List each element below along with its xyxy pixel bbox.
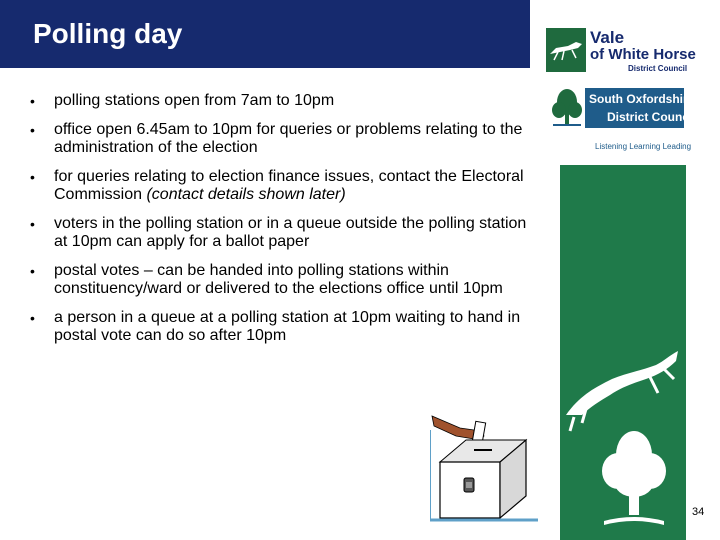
tree-icon: [549, 86, 585, 128]
bullet-text: a person in a queue at a polling station at 10pm waiting to hand in postal vote can do so after 10pm: [54, 309, 521, 344]
slide-title: Polling day: [33, 18, 183, 49]
bullet-list: [30, 92, 530, 356]
bullet-marker: •: [30, 310, 35, 326]
bullet-text: voters in the polling station or in a queue outside the polling station at 10pm can apply for a ballot paper: [54, 215, 527, 250]
bullet-item: [30, 168, 530, 204]
tree-icon: [594, 425, 674, 535]
vale-logo-mark: [546, 28, 586, 72]
bullet-text: postal votes – can be handed into polling stations within constituency/ward or delivered to the elections office until 10pm: [54, 262, 503, 297]
bullet-item: [30, 309, 530, 345]
vale-logo-line1: Vale: [590, 28, 625, 47]
decorative-side-panel: [560, 165, 686, 540]
bullet-text: for queries relating to election finance issues, contact the Electoral Commission (contact details shown later): [54, 168, 524, 203]
bullet-text: polling stations open from 7am to 10pm: [54, 92, 335, 109]
vale-of-white-horse-logo: [546, 28, 696, 76]
title-bar: [0, 0, 530, 68]
bullet-item: [30, 215, 530, 251]
page-number: 34: [692, 506, 705, 518]
bullet-marker: •: [30, 122, 35, 138]
bullet-text: office open 6.45am to 10pm for queries or problems relating to the administration of the election: [54, 121, 523, 156]
vale-logo-line2: of White Horse: [590, 46, 696, 63]
ballot-box-icon: [430, 410, 540, 522]
so-logo-tagline: Listening Learning Leading: [595, 142, 692, 151]
vale-logo-line3: District Council: [628, 64, 688, 73]
ballot-box-illustration: [430, 410, 540, 522]
so-logo-line2: District Council: [607, 110, 696, 124]
bullet-item: [30, 92, 530, 110]
south-oxfordshire-logo: [549, 86, 696, 156]
bullet-marker: •: [30, 93, 35, 109]
white-horse-icon: [546, 28, 586, 72]
so-logo-mark: [549, 86, 585, 128]
bullet-marker: •: [30, 216, 35, 232]
bullet-italic-note: (contact details shown later): [146, 186, 346, 203]
bullet-item: [30, 262, 530, 298]
bullet-marker: •: [30, 263, 35, 279]
bullet-marker: •: [30, 169, 35, 185]
bullet-item: [30, 121, 530, 157]
so-logo-line1: South Oxfordshire: [589, 92, 695, 106]
